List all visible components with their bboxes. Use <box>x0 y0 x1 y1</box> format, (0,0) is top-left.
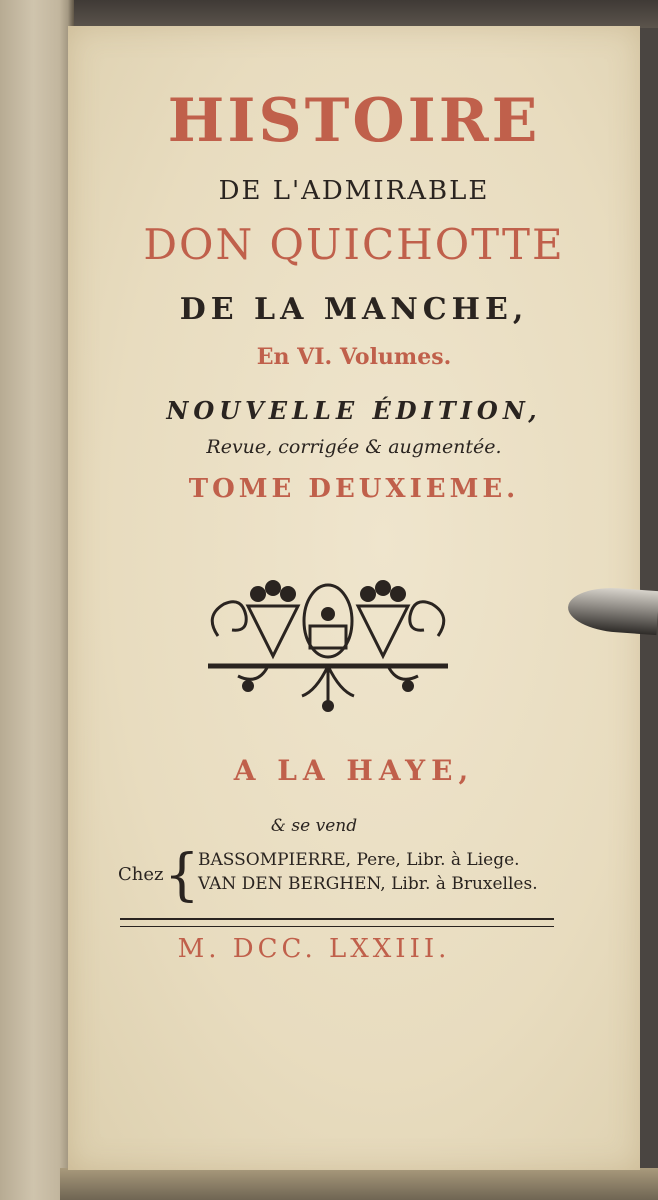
printed-rule <box>120 918 554 927</box>
sold-line: & se vend <box>270 816 358 836</box>
printers-ornament-icon <box>198 566 458 716</box>
title-line-admirable: DE L'ADMIRABLE <box>218 176 490 206</box>
edition-line: NOUVELLE ÉDITION, <box>166 396 542 425</box>
title-histoire: HISTOIRE <box>167 86 541 156</box>
chez-label: Chez <box>118 864 164 885</box>
brace-icon: { <box>164 843 200 908</box>
book-top-edge <box>60 0 658 28</box>
seller-van-den-berghen: VAN DEN BERGHEN, Libr. à Bruxelles. <box>198 874 538 894</box>
edition-note: Revue, corrigée & augmentée. <box>206 436 502 458</box>
seller-bassompierre: BASSOMPIERRE, Pere, Libr. à Liege. <box>198 850 520 870</box>
title-don-quichotte: DON QUICHOTTE <box>143 220 565 269</box>
left-page <box>0 0 74 1200</box>
volumes-line: En VI. Volumes. <box>256 344 452 370</box>
place-line: A LA HAYE, <box>233 754 475 787</box>
title-page <box>68 26 640 1170</box>
book-bottom-edge <box>60 1168 658 1200</box>
title-de-la-manche: DE LA MANCHE, <box>179 292 529 327</box>
tome-line: TOME DEUXIEME. <box>188 474 520 504</box>
imprint-year: M. DCC. LXXIII. <box>177 934 451 964</box>
